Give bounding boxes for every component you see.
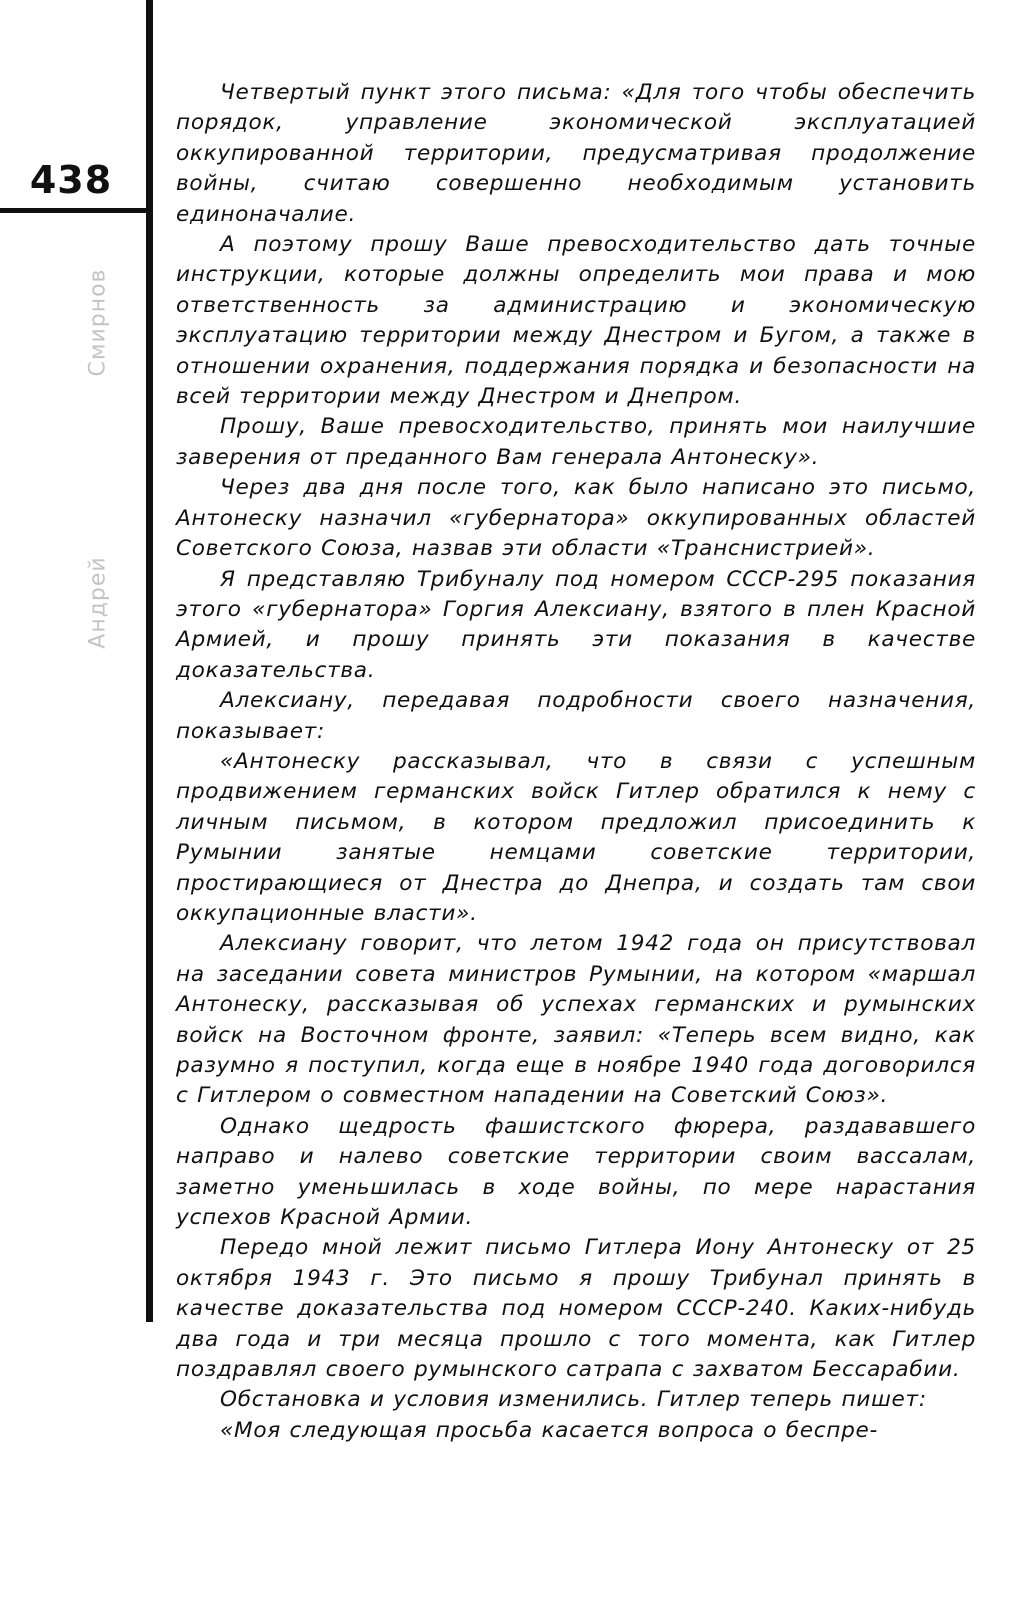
paragraph: «Антонеску рассказывал, что в связи с успешным продвижением германских войск Гитлер обратился к нему с личным письмом, в котором предложил присоединить к Румынии занятые немцами советские территории, простирающиеся от Днестра до Днепра, и создать там свои оккупационные власти». <box>176 748 976 926</box>
paragraph: Алексиану, передавая подробности своего назначения, показывает: <box>176 688 976 744</box>
paragraph: Алексиану говорит, что летом 1942 года он присутствовал на заседании совета министров Румынии, на котором «маршал Антонеску, рассказывая об успехах германских и румынских войск на Восточном фронте, заявил: «Теперь всем видно, как разумно я поступил, когда еще в ноябре 1940 года договорился с Гитлером о совместном нападении на Советский Союз». <box>176 931 976 1109</box>
margin-watermark-stamp <box>78 230 118 730</box>
page-number: 438 <box>29 158 113 202</box>
paragraph: Прошу, Ваше превосходительство, принять мои наилучшие заверения от преданного Вам генерала Антонеску». <box>176 414 976 470</box>
margin-vertical-rule <box>146 0 153 1322</box>
watermark-text-top: Смирнов <box>85 268 111 377</box>
page-number-underline <box>0 208 150 213</box>
paragraph: Однако щедрость фашистского фюрера, раздававшего направо и налево советские территории своим вассалам, заметно уменьшилась в ходе войны, по мере нарастания успехов Красной Армии. <box>176 1113 976 1231</box>
paragraph: Обстановка и условия изменились. Гитлер теперь пишет: <box>220 1387 927 1413</box>
paragraph: Четвертый пункт этого письма: «Для того чтобы обеспечить порядок, управление экономической эксплуатацией оккупированной территории, предусматривая продолжение войны, считаю совершенно необходимым установить единоначалие. <box>176 80 976 227</box>
paragraph: Передо мной лежит письмо Гитлера Иону Антонеску от 25 октября 1943 г. Это письмо я прошу Трибунал принять в качестве доказательства под номером СССР-240. Каких-нибудь два года и три месяца прошло с того момента, как Гитлер поздравлял своего румынского сатрапа с захватом Бессарабии. <box>176 1235 976 1383</box>
watermark-text-bottom: Андрей <box>85 556 111 649</box>
paragraph: А поэтому прошу Ваше превосходительство дать точные инструкции, которые должны определить мои права и мою ответственность за администрацию и экономическую эксплуатацию территории между Днестром и Бугом, а также в отношении охранения, поддержания порядка и безопасности на всей территории между Днестром и Днепром. <box>176 232 976 410</box>
paragraph: Я представляю Трибуналу под номером СССР-295 показания этого «губернатора» Горгия Алексиану, взятого в плен Красной Армией, и прошу принять эти показания в качестве доказательства. <box>176 566 976 683</box>
paragraph: Через два дня после того, как было написано это письмо, Антонеску назначил «губернатора» оккупированных областей Советского Союза, назвав эти области «Транснистрией». <box>176 475 976 562</box>
paragraph: «Моя следующая просьба касается вопроса о беспре- <box>220 1417 879 1443</box>
document-text-body <box>176 78 976 1446</box>
